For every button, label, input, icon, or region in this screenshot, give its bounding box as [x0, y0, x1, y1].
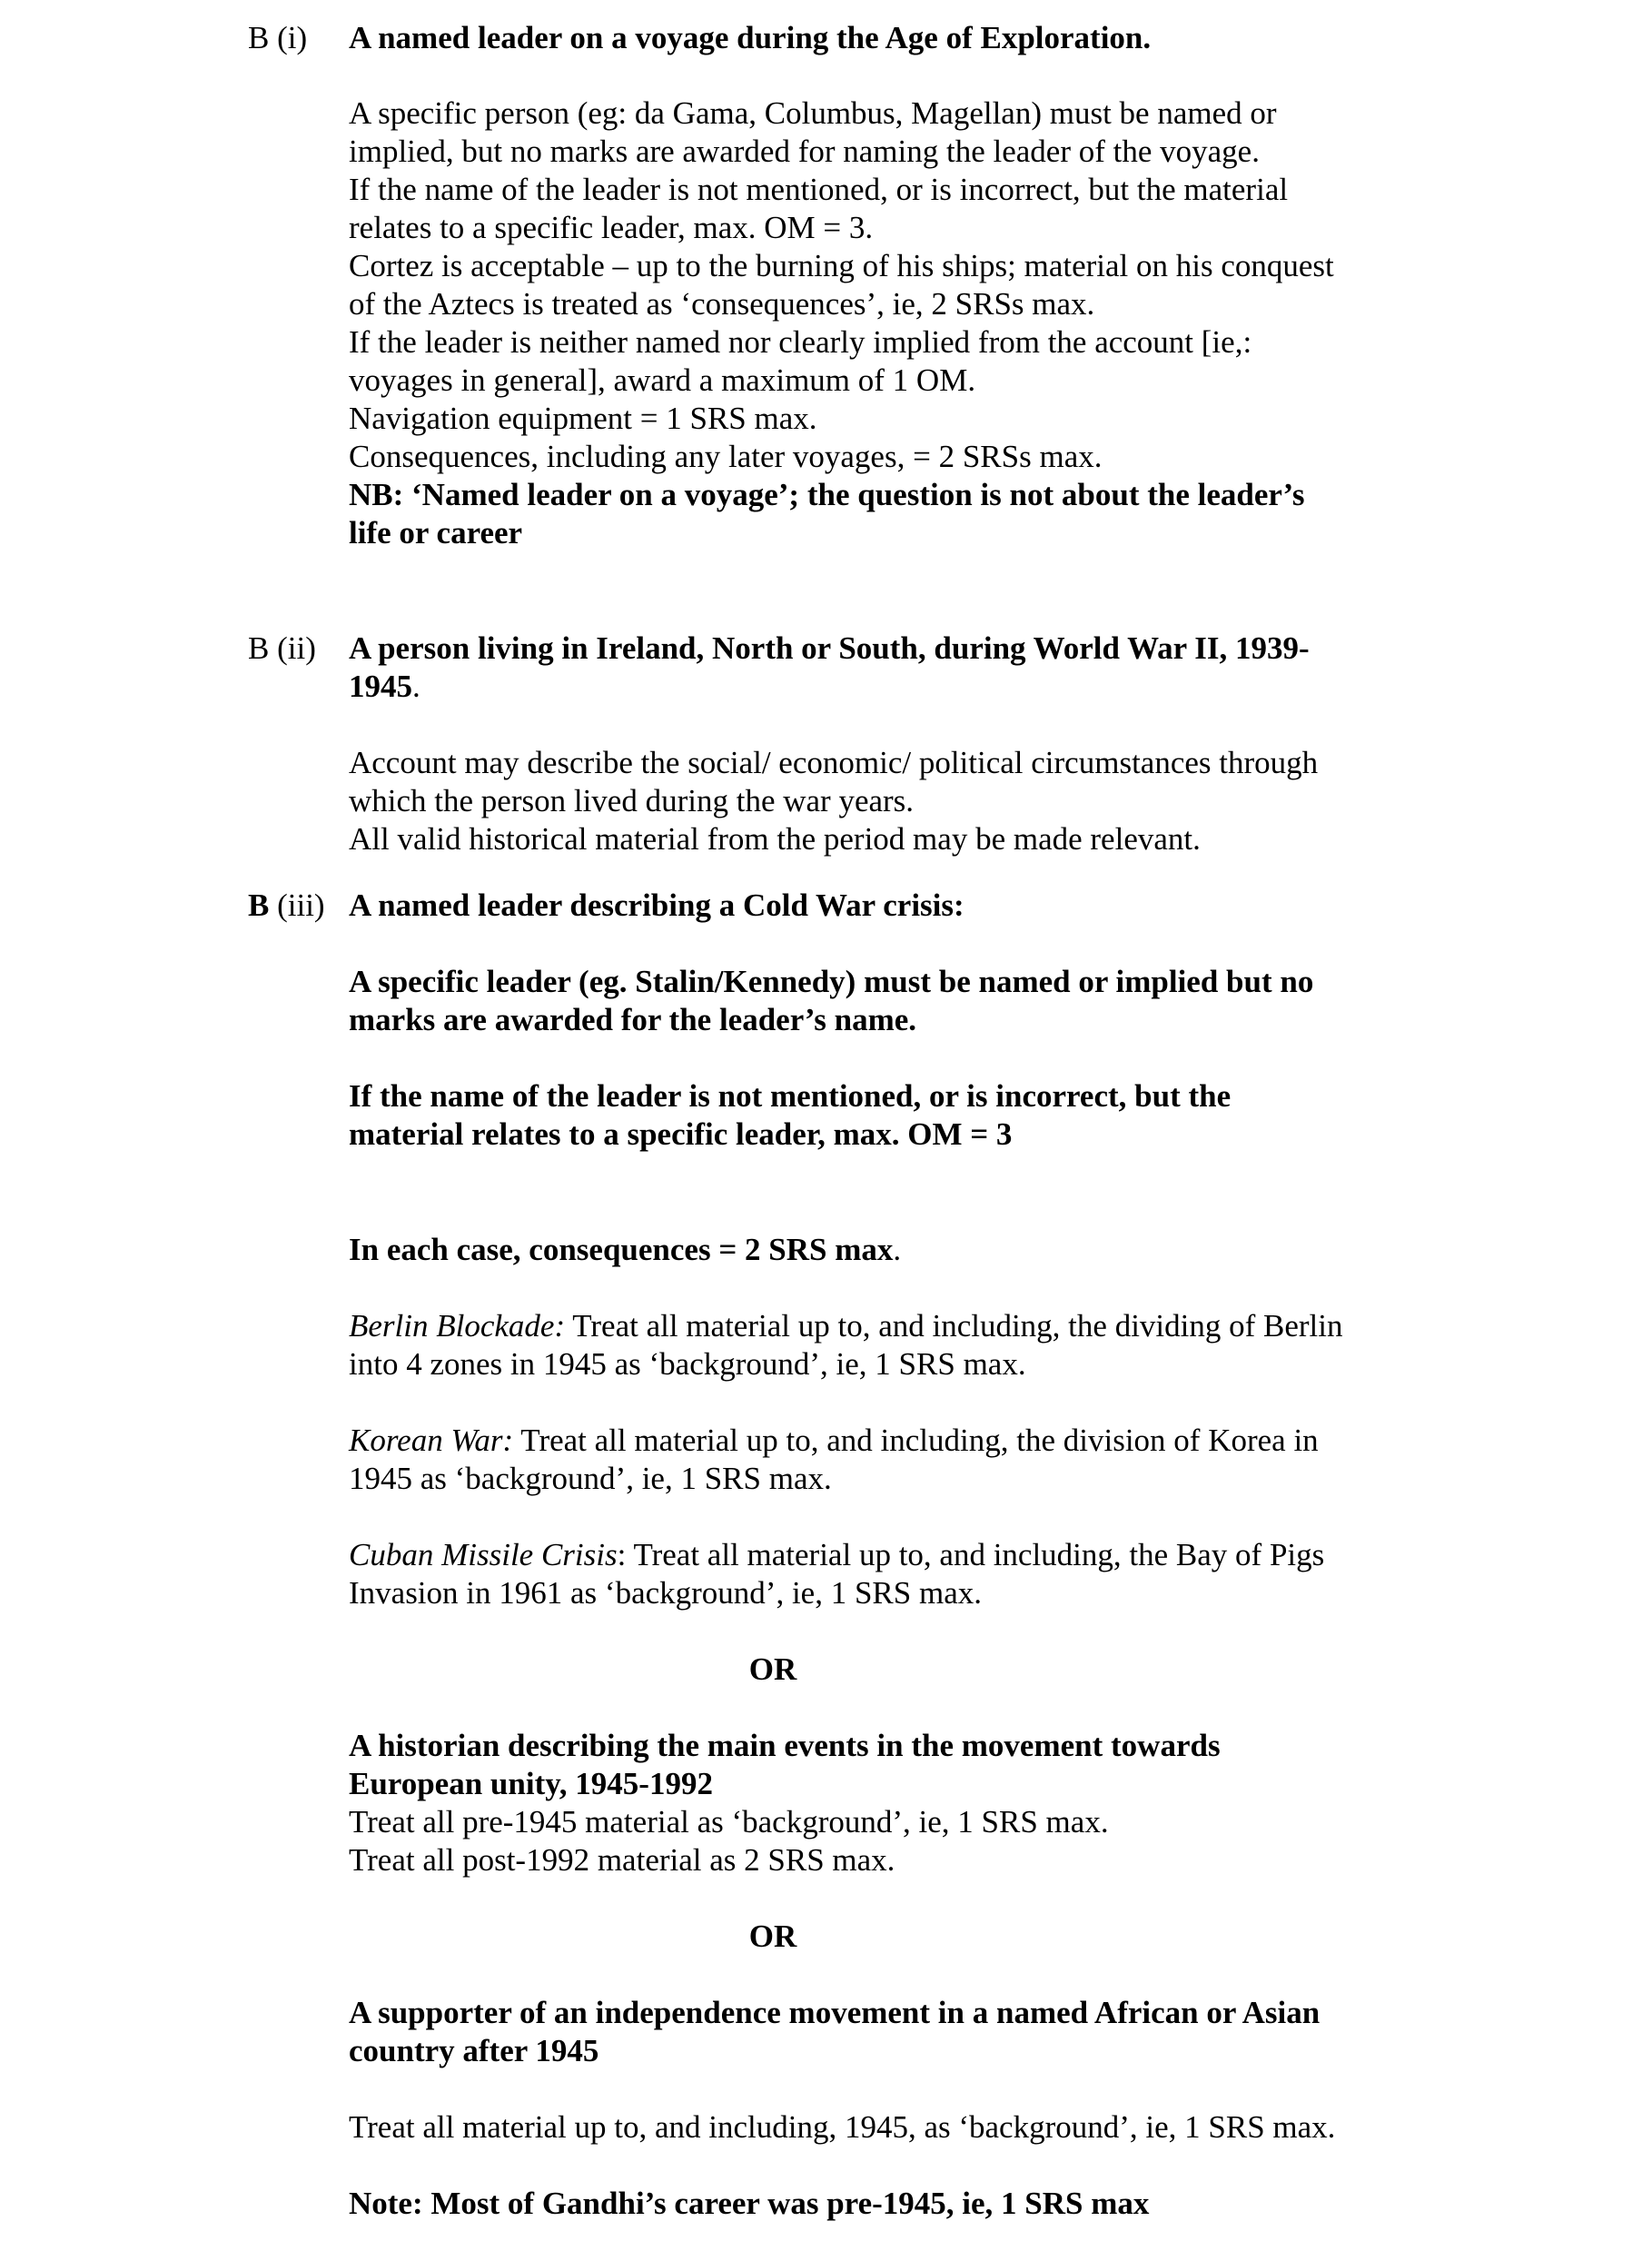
or-divider: OR	[748, 1651, 797, 1687]
berlin-blockade	[349, 1307, 1343, 1345]
section-i-line: Navigation equipment = 1 SRS max.	[349, 401, 817, 436]
section-iii-consequences	[349, 1231, 901, 1269]
section-ii-label: B (ii)	[248, 630, 316, 666]
korea-line: 1945 as ‘background’, ie, 1 SRS max.	[349, 1461, 832, 1496]
section-i-line: If the leader is neither named nor clearly implied from the account [ie,:	[349, 324, 1252, 360]
or-divider: OR	[748, 1919, 797, 1954]
section-iii-label	[248, 887, 325, 925]
korea-text: Treat all material up to, and including, the division of Korea in	[513, 1423, 1319, 1458]
section-i-label: B (i)	[248, 20, 308, 55]
european-heading: European unity, 1945-1992	[349, 1766, 713, 1801]
independence-heading: A supporter of an independence movement in a named African or Asian	[349, 1995, 1321, 2030]
section-i-heading: A named leader on a voyage during the Age of Exploration.	[349, 20, 1152, 55]
section-iii-label-b: B	[248, 888, 270, 923]
section-i-line: Cortez is acceptable – up to the burning of his ships; material on his conquest	[349, 248, 1334, 283]
european-heading: A historian describing the main events in the movement towards	[349, 1728, 1221, 1763]
consequences-period: .	[893, 1232, 902, 1267]
berlin-text: Treat all material up to, and including, the dividing of Berlin	[565, 1308, 1343, 1344]
section-i-nb: life or career	[349, 515, 523, 550]
section-ii-heading-end: 1945	[349, 669, 412, 704]
section-ii-line: All valid historical material from the period may be made relevant.	[349, 821, 1201, 857]
berlin-line: into 4 zones in 1945 as ‘background’, ie, 1 SRS max.	[349, 1346, 1026, 1382]
section-ii-line: Account may describe the social/ economic/ political circumstances through	[349, 745, 1319, 780]
section-i-line: If the name of the leader is not mentioned, or is incorrect, but the material	[349, 172, 1289, 207]
section-iii-om: material relates to a specific leader, max. OM = 3	[349, 1116, 1013, 1152]
section-ii-heading	[349, 668, 420, 706]
korea-title: Korean War:	[349, 1423, 514, 1458]
independence-line: Treat all material up to, and including, 1945, as ‘background’, ie, 1 SRS max.	[349, 2109, 1336, 2145]
gandhi-note: Note: Most of Gandhi’s career was pre-1945, ie, 1 SRS max	[349, 2186, 1150, 2221]
section-i-line: Consequences, including any later voyages, = 2 SRSs max.	[349, 439, 1103, 474]
berlin-title: Berlin Blockade:	[349, 1308, 566, 1344]
cuba-line: Invasion in 1961 as ‘background’, ie, 1 SRS max.	[349, 1575, 982, 1611]
section-i-line: implied, but no marks are awarded for naming the leader of the voyage.	[349, 134, 1260, 169]
section-ii-heading: A person living in Ireland, North or South, during World War II, 1939-	[349, 630, 1310, 666]
section-i-nb: NB: ‘Named leader on a voyage’; the question is not about the leader’s	[349, 477, 1305, 512]
section-ii-line: which the person lived during the war years.	[349, 783, 915, 818]
section-i-line: A specific person (eg: da Gama, Columbus, Magellan) must be named or	[349, 95, 1277, 131]
independence-heading: country after 1945	[349, 2033, 599, 2068]
section-iii-specific: A specific leader (eg. Stalin/Kennedy) must be named or implied but no	[349, 964, 1314, 999]
section-i-line: voyages in general], award a maximum of 1 OM.	[349, 362, 976, 398]
section-iii-heading: A named leader describing a Cold War crisis:	[349, 888, 964, 923]
section-ii-heading-period: .	[412, 669, 420, 704]
section-iii-specific: marks are awarded for the leader’s name.	[349, 1002, 917, 1037]
korean-war	[349, 1422, 1319, 1460]
cuba-title: Cuban Missile Crisis	[349, 1537, 618, 1572]
european-line: Treat all pre-1945 material as ‘background’, ie, 1 SRS max.	[349, 1804, 1109, 1839]
section-iii-om: If the name of the leader is not mentioned, or is incorrect, but the	[349, 1078, 1232, 1114]
european-line: Treat all post-1992 material as 2 SRS max.	[349, 1842, 895, 1878]
consequences-text: In each case, consequences = 2 SRS max	[349, 1232, 894, 1267]
section-iii-label-rest: (iii)	[269, 888, 325, 923]
section-i-line: relates to a specific leader, max. OM = 3.	[349, 210, 874, 245]
section-i-line: of the Aztecs is treated as ‘consequences’, ie, 2 SRSs max.	[349, 286, 1095, 322]
cuban-missile-crisis	[349, 1536, 1324, 1574]
cuba-text: : Treat all material up to, and including, the Bay of Pigs	[617, 1537, 1325, 1572]
